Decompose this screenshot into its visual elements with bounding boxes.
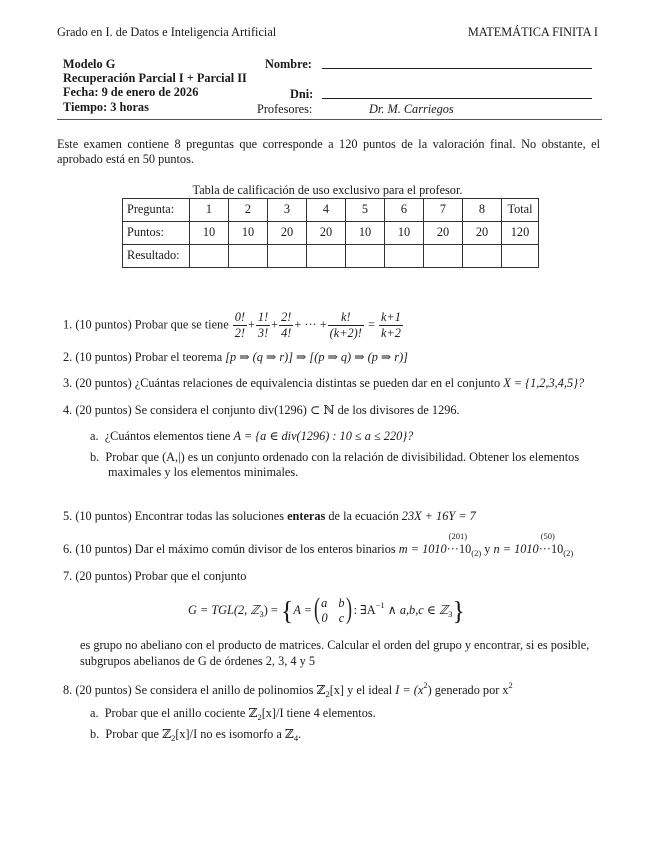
table-row <box>123 222 539 245</box>
subject-title: MATEMÁTICA FINITA I <box>467 25 598 39</box>
result-cell[interactable] <box>502 245 539 268</box>
table-cell: 10 <box>229 222 268 245</box>
question-6: 6. (10 puntos) Dar el máximo común divisor de los enteros binarios m = 1010 (201) $\cdot\cdot\cdot 10_{(2)}$ y n = 1010 (50) $\cdot\cdot\cdot 10_{(2)}$ <box>63 531 574 558</box>
dni-field[interactable] <box>322 98 592 99</box>
course-name: Grado en I. de Datos e Inteligencia Artificial <box>57 25 277 39</box>
exam-time: Tiempo: 3 horas <box>63 100 149 114</box>
exam-title: Recuperación Parcial I + Parcial II <box>63 71 247 85</box>
exam-info <box>57 52 602 124</box>
professor-name: Dr. M. Carriegos <box>369 102 454 116</box>
result-cell[interactable] <box>424 245 463 268</box>
nombre-label: Nombre: <box>265 57 312 71</box>
result-cell[interactable] <box>190 245 229 268</box>
table-cell: 7 <box>424 199 463 222</box>
table-cell: 8 <box>463 199 502 222</box>
question-7: 7. (20 puntos) Probar que el conjunto <box>63 569 247 583</box>
question-2: 2. (10 puntos) Probar el teorema [p ⇒ (q ⇒ r)] ⇒ [(p ⇒ q) ⇒ (p ⇒ r)] <box>63 350 408 364</box>
question-4b-cont: maximales y los elementos minimales. <box>108 465 299 479</box>
question-7-cont2: subgrupos abelianos de G de órdenes 2, 3, 4 y 5 <box>80 654 315 668</box>
info-divider <box>57 119 602 120</box>
exam-date: Fecha: 9 de enero de 2026 <box>63 85 199 99</box>
table-row <box>123 245 539 268</box>
result-cell[interactable] <box>307 245 346 268</box>
table-cell: 6 <box>385 199 424 222</box>
table-cell: 4 <box>307 199 346 222</box>
table-cell: 1 <box>190 199 229 222</box>
question-4a: a. ¿Cuántos elementos tiene A = {a ∈ div(1296) : 10 ≤ a ≤ 220}? <box>90 429 414 443</box>
exam-instructions: Este examen contiene 8 preguntas que corresponde a 120 puntos de la valoración final. No obstante, el aprobado está en 50 puntos. <box>57 137 600 167</box>
table-cell: 2 <box>229 199 268 222</box>
grade-table <box>122 198 539 268</box>
profesores-label: Profesores: <box>257 102 313 116</box>
question-8: 8. (20 puntos) Se considera el anillo de polinomios ℤ$_2$[x] y el ideal $I = (x^2)$ generado por $x^2$ <box>63 680 513 699</box>
question-8b: b. Probar que ℤ$_2$[x]/I no es isomorfo a ℤ$_4$. <box>90 727 302 743</box>
table-cell: 3 <box>268 199 307 222</box>
row-label: Pregunta: <box>123 199 190 222</box>
question-3: 3. (20 puntos) ¿Cuántas relaciones de equivalencia distintas se pueden dar en el conjunto X = {1,2,3,4,5}? <box>63 376 585 390</box>
table-row <box>123 199 539 222</box>
question-8a: a. Probar que el anillo cociente ℤ$_2$[x]/I tiene 4 elementos. <box>90 706 376 722</box>
table-cell: 20 <box>307 222 346 245</box>
table-cell: 10 <box>346 222 385 245</box>
matrix: ( ) a b 0 c <box>314 592 352 626</box>
question-4: 4. (20 puntos) Se considera el conjunto div(1296) ⊂ ℕ de los divisores de 1296. <box>63 403 460 417</box>
question-4b: b. Probar que (A,|) es un conjunto ordenado con la relación de divisibilidad. Obtener los elementos <box>90 450 580 464</box>
table-cell: 20 <box>424 222 463 245</box>
table-cell: 5 <box>346 199 385 222</box>
table-cell: 20 <box>463 222 502 245</box>
result-cell[interactable] <box>463 245 502 268</box>
result-cell[interactable] <box>268 245 307 268</box>
row-label: Puntos: <box>123 222 190 245</box>
result-cell[interactable] <box>229 245 268 268</box>
table-cell: 120 <box>502 222 539 245</box>
table-cell: Total <box>502 199 539 222</box>
table-cell: 10 <box>190 222 229 245</box>
question-7-equation: G = TGL(2, ℤ$_3$) = {A = ( ) a b 0 c : $\exists A^{-1}$ ∧ a,b,c ∈ ℤ$_3$} <box>188 592 465 626</box>
question-7-cont1: es grupo no abeliano con el producto de matrices. Calcular el orden del grupo y encontrar, si es posible, <box>80 638 590 652</box>
result-cell[interactable] <box>385 245 424 268</box>
question-5: 5. (10 puntos) Encontrar todas las soluciones enteras de la ecuación 23X + 16Y = 7 <box>63 509 476 523</box>
modelo: Modelo G <box>63 57 116 71</box>
question-1: 1. (10 puntos) Probar que se tiene $\frac{0!}{2!}$ + $\frac{1!}{3!}$ + $\frac{2!}{4!}$ + ··· + $\frac{k!}{(k+2)!}$ = $\frac{k+1}{k+2}$ <box>63 310 401 341</box>
nombre-field[interactable] <box>322 68 592 69</box>
table-cell: 20 <box>268 222 307 245</box>
table-cell: 10 <box>385 222 424 245</box>
result-cell[interactable] <box>346 245 385 268</box>
row-label: Resultado: <box>123 245 190 268</box>
dni-label: Dni: <box>290 87 314 101</box>
grade-table-caption: Tabla de calificación de uso exclusivo para el profesor. <box>192 183 463 197</box>
